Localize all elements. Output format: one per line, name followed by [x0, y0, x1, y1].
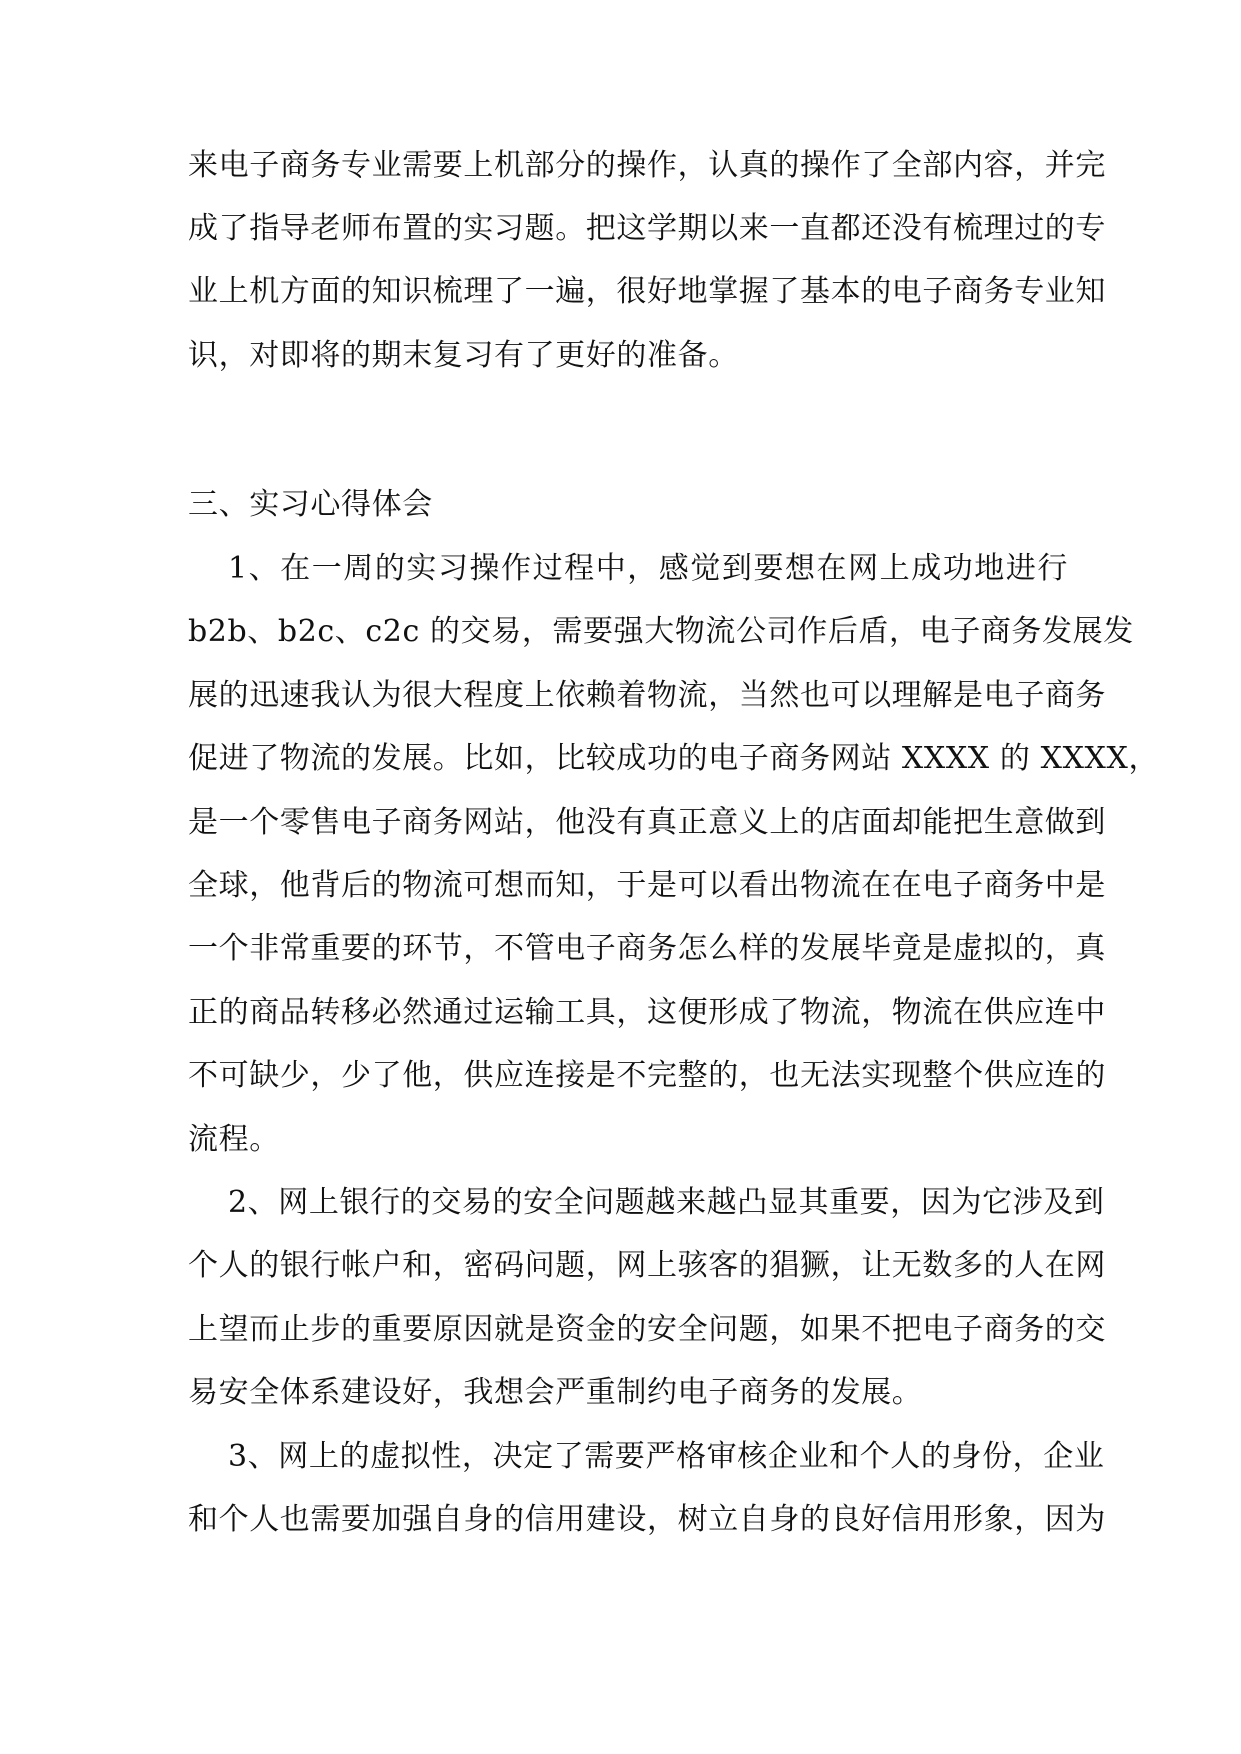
text-line: 正的商品转移必然通过运输工具，这便形成了物流，物流在供应连中	[188, 995, 1106, 1030]
section-heading: 三、实习心得体会	[188, 487, 433, 522]
text-line: 2、网上银行的交易的安全问题越来越凸显其重要，因为它涉及到	[228, 1185, 1105, 1220]
text-line: 易安全体系建设好，我想会严重制约电子商务的发展。	[188, 1375, 923, 1410]
text-line: 识，对即将的期末复习有了更好的准备。	[188, 338, 739, 373]
text-line: 成了指导老师布置的实习题。把这学期以来一直都还没有梳理过的专	[188, 211, 1106, 246]
text-line: 业上机方面的知识梳理了一遍，很好地掌握了基本的电子商务专业知	[188, 274, 1106, 309]
text-line: 流程。	[188, 1122, 280, 1157]
text-line: 不可缺少，少了他，供应连接是不完整的，也无法实现整个供应连的	[188, 1058, 1106, 1093]
text-line: 上望而止步的重要原因就是资金的安全问题，如果不把电子商务的交	[188, 1312, 1106, 1347]
text-line: 是一个零售电子商务网站，他没有真正意义上的店面却能把生意做到	[188, 805, 1106, 840]
text-line: 全球，他背后的物流可想而知，于是可以看出物流在在电子商务中是	[188, 868, 1106, 903]
text-line: 展的迅速我认为很大程度上依赖着物流，当然也可以理解是电子商务	[188, 678, 1106, 713]
text-line: b2b、b2c、c2c 的交易，需要强大物流公司作后盾，电子商务发展发	[188, 614, 1134, 649]
text-line: 3、网上的虚拟性，决定了需要严格审核企业和个人的身份，企业	[228, 1439, 1105, 1474]
text-line: 1、在一周的实习操作过程中，感觉到要想在网上成功地进行	[228, 551, 1068, 586]
text-line: 和个人也需要加强自身的信用建设，树立自身的良好信用形象，因为	[188, 1502, 1106, 1537]
text-line: 一个非常重要的环节，不管电子商务怎么样的发展毕竟是虚拟的，真	[188, 931, 1106, 966]
text-line: 来电子商务专业需要上机部分的操作，认真的操作了全部内容，并完	[188, 148, 1106, 183]
text-line: 促进了物流的发展。比如，比较成功的电子商务网站 XXXX 的 XXXX，	[188, 741, 1160, 776]
text-line: 个人的银行帐户和，密码问题，网上骇客的猖獗，让无数多的人在网	[188, 1248, 1106, 1283]
